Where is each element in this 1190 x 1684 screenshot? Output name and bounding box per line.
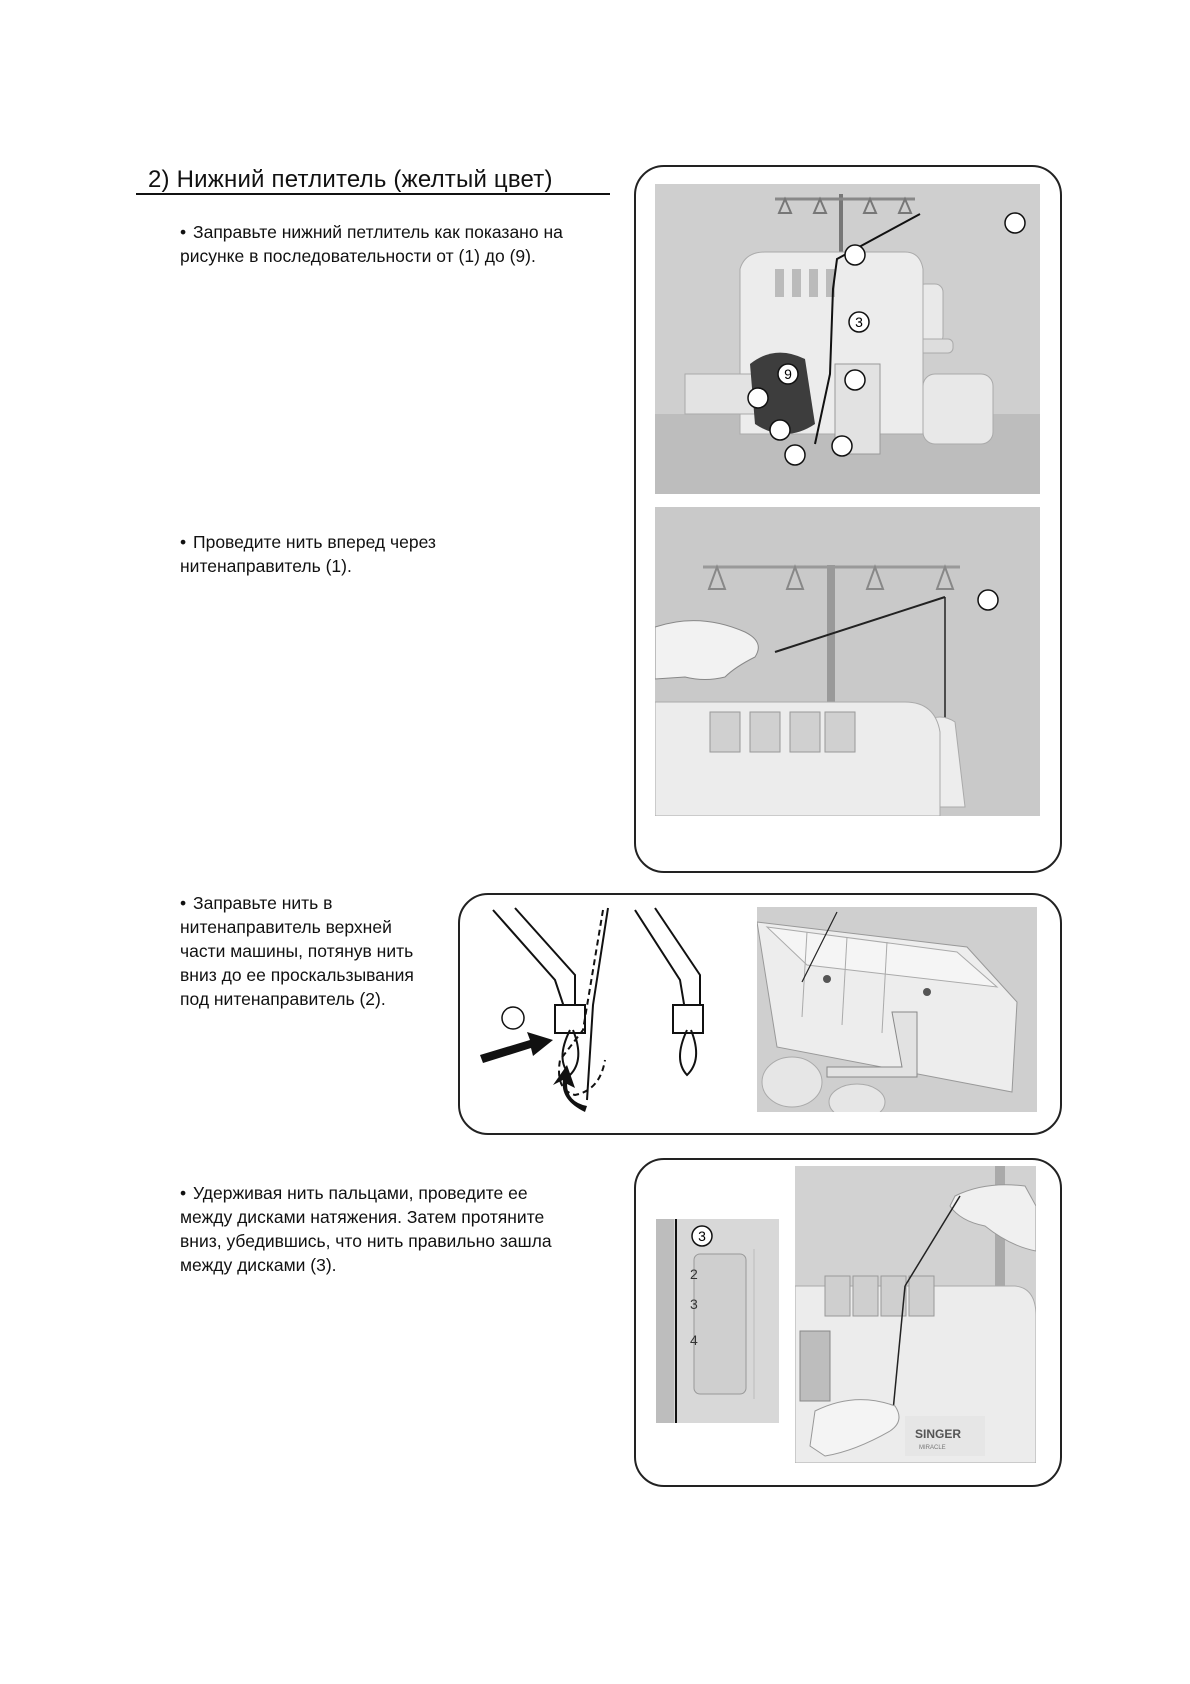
bullet: • [180,1183,187,1203]
step-4-line-1: Удерживая нить пальцами, проведите ее [193,1183,528,1203]
bullet: • [180,893,187,913]
brand-name: SINGER [915,1427,962,1441]
step-3-line-4: вниз до ее проскальзывания [180,965,414,985]
step-2-line-1: Проведите нить вперед через [193,532,436,552]
thread-guide-photo [655,507,1040,816]
thread-guide-diagram [475,900,715,1128]
step-4-text [180,1181,610,1277]
upper-guide-photo [757,907,1037,1112]
step-1-text [180,220,620,268]
tension-discs-photo [795,1166,1036,1463]
tension-label-3: 3 [698,1228,706,1244]
step-3-line-5: под нитенаправитель (2). [180,989,386,1009]
tension-dial-closeup [656,1219,779,1423]
step-3-line-1: Заправьте нить в [193,893,333,913]
step-2-line-2: нитенаправитель (1). [180,556,352,576]
step-4-line-4: между дисками (3). [180,1255,337,1275]
step-1-line-2: рисунке в последовательности от (1) до (9). [180,246,536,266]
dial-number-3: 3 [690,1296,698,1312]
step-3-text [180,891,450,1011]
machine-overview-photo [655,184,1040,494]
heading-rule [136,193,610,195]
step-3-line-3: части машины, потянув нить [180,941,414,961]
section-heading: 2) Нижний петлитель (желтый цвет) [148,166,553,193]
bullet: • [180,532,187,552]
bullet: • [180,222,187,242]
step-4-line-3: вниз, убедившись, что нить правильно зашла [180,1231,552,1251]
dial-number-4: 4 [690,1332,698,1348]
step-2-text [180,530,600,578]
brand-model: MIRACLE [919,1445,946,1451]
label-9: 9 [784,366,792,382]
step-1-line-1: Заправьте нижний петлитель как показано на [193,222,563,242]
dial-number-2: 2 [690,1266,698,1282]
label-3: 3 [855,314,863,330]
step-3-line-2: нитенаправитель верхней [180,917,392,937]
step-4-line-2: между дисками натяжения. Затем протяните [180,1207,545,1227]
